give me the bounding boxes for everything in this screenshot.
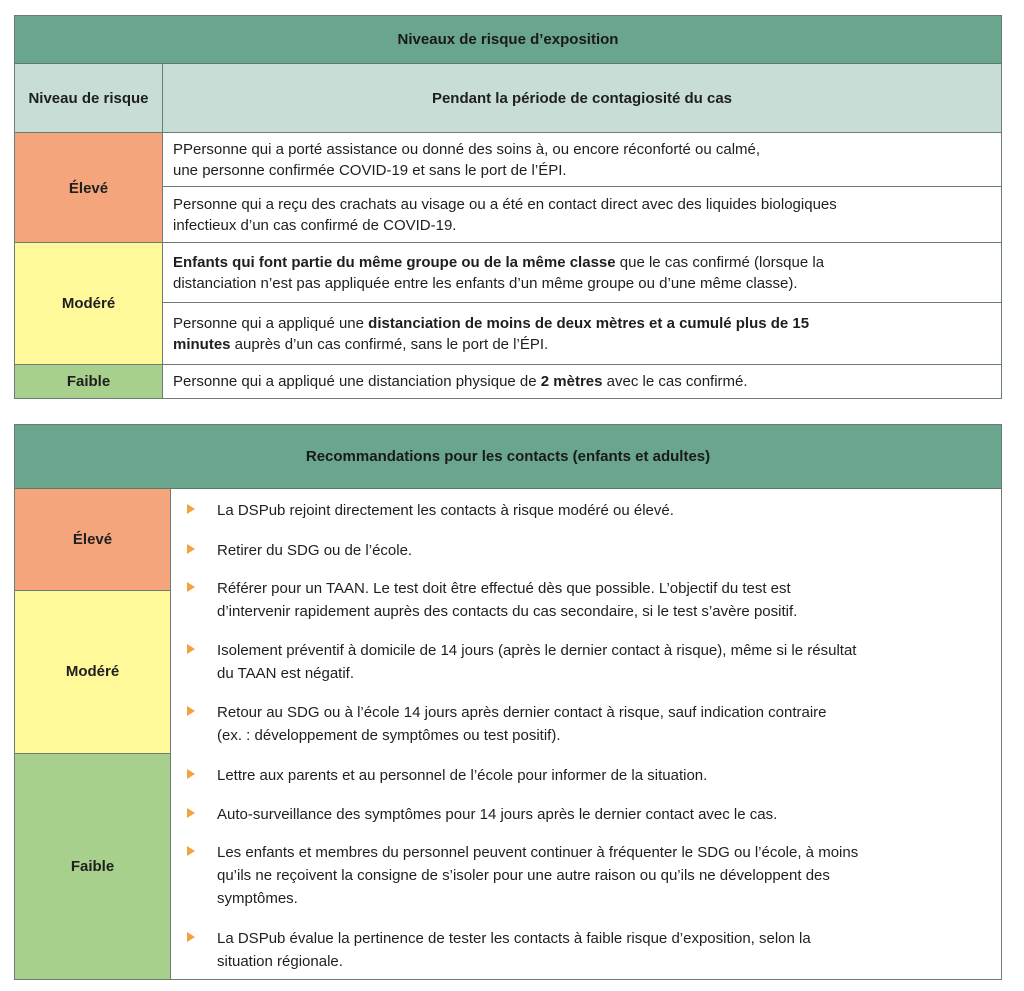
recommendation-list: La DSPub rejoint directement les contacts à risque modéré ou élevé. Retirer du SDG ou de l’école. Référer pour un TAAN. Le test doit être effectué dès que possible. L’objectif du test est d’intervenir rapidement auprès des contacts du cas secondaire, si le test s’avère positif. Isolement préventif à domicile de 14 jours (après le dernier contact à risque), même si le résultat du TAAN est négatif. Retour au SDG ou à l’école 14 jours après dernier contact à risque, sauf indication contraire (ex. : développement de symptômes ou test positif). Lettre aux parents et au personnel de l’école pour informer de la situation. Auto-surveillance des symptômes pour 14 jours après le dernier contact avec le cas. Les enfants et membres du personnel peuvent continuer à fréquenter le SDG ou l’école, à moins qu’ils ne reçoivent la consigne de s’isoler pour une autre raison ou qu’ils ne développent des symptômes. La DSPub évalue la pertinence de tester les contacts à faible risque d’exposition, selon la situation régionale. — [171, 489, 1001, 979]
risk-row-eleve-2: Personne qui a reçu des crachats au visage ou a été en contact direct avec des liquides biologiques infectieux d’un cas confirmé de COVID-19. — [163, 187, 1001, 242]
risk-row-eleve-1: PPersonne qui a porté assistance ou donné des soins à, ou encore réconforté ou calmé, une personne confirmée COVID-19 et sans le port de l’ÉPI. — [163, 133, 1001, 186]
col-header-period: Pendant la période de contagiosité du cas — [163, 64, 1001, 132]
risk-levels-title: Niveaux de risque d’exposition — [15, 16, 1001, 64]
level-eleve: Élevé — [15, 133, 163, 243]
rec-level-modere: Modéré — [15, 590, 171, 753]
bullet-arrow-icon — [187, 582, 195, 592]
risk-levels-table — [14, 15, 1002, 399]
risk-row-modere-2: Personne qui a appliqué une distanciation de moins de deux mètres et a cumulé plus de 15 minutes auprès d’un cas confirmé, sans le port de l’ÉPI. — [163, 303, 1001, 364]
risk-row-modere-1: Enfants qui font partie du même groupe ou de la même classe que le cas confirmé (lorsque la distanciation n’est pas appliquée entre les enfants d’un même groupe ou d’une même classe). — [163, 243, 1001, 302]
level-modere: Modéré — [15, 243, 163, 364]
recommendations-title: Recommandations pour les contacts (enfants et adultes) — [15, 425, 1001, 489]
bullet-arrow-icon — [187, 769, 195, 779]
bullet-arrow-icon — [187, 808, 195, 818]
bullet-arrow-icon — [187, 932, 195, 942]
bullet-arrow-icon — [187, 846, 195, 856]
rec-level-faible: Faible — [15, 753, 171, 979]
bullet-arrow-icon — [187, 706, 195, 716]
level-faible: Faible — [15, 364, 163, 398]
bullet-arrow-icon — [187, 504, 195, 514]
risk-row-faible: Personne qui a appliqué une distanciation physique de 2 mètres avec le cas confirmé. — [163, 365, 1001, 398]
bullet-arrow-icon — [187, 644, 195, 654]
col-header-level: Niveau de risque — [15, 64, 163, 132]
recommendations-table — [14, 424, 1002, 980]
rec-level-eleve: Élevé — [15, 489, 171, 590]
bullet-arrow-icon — [187, 544, 195, 554]
